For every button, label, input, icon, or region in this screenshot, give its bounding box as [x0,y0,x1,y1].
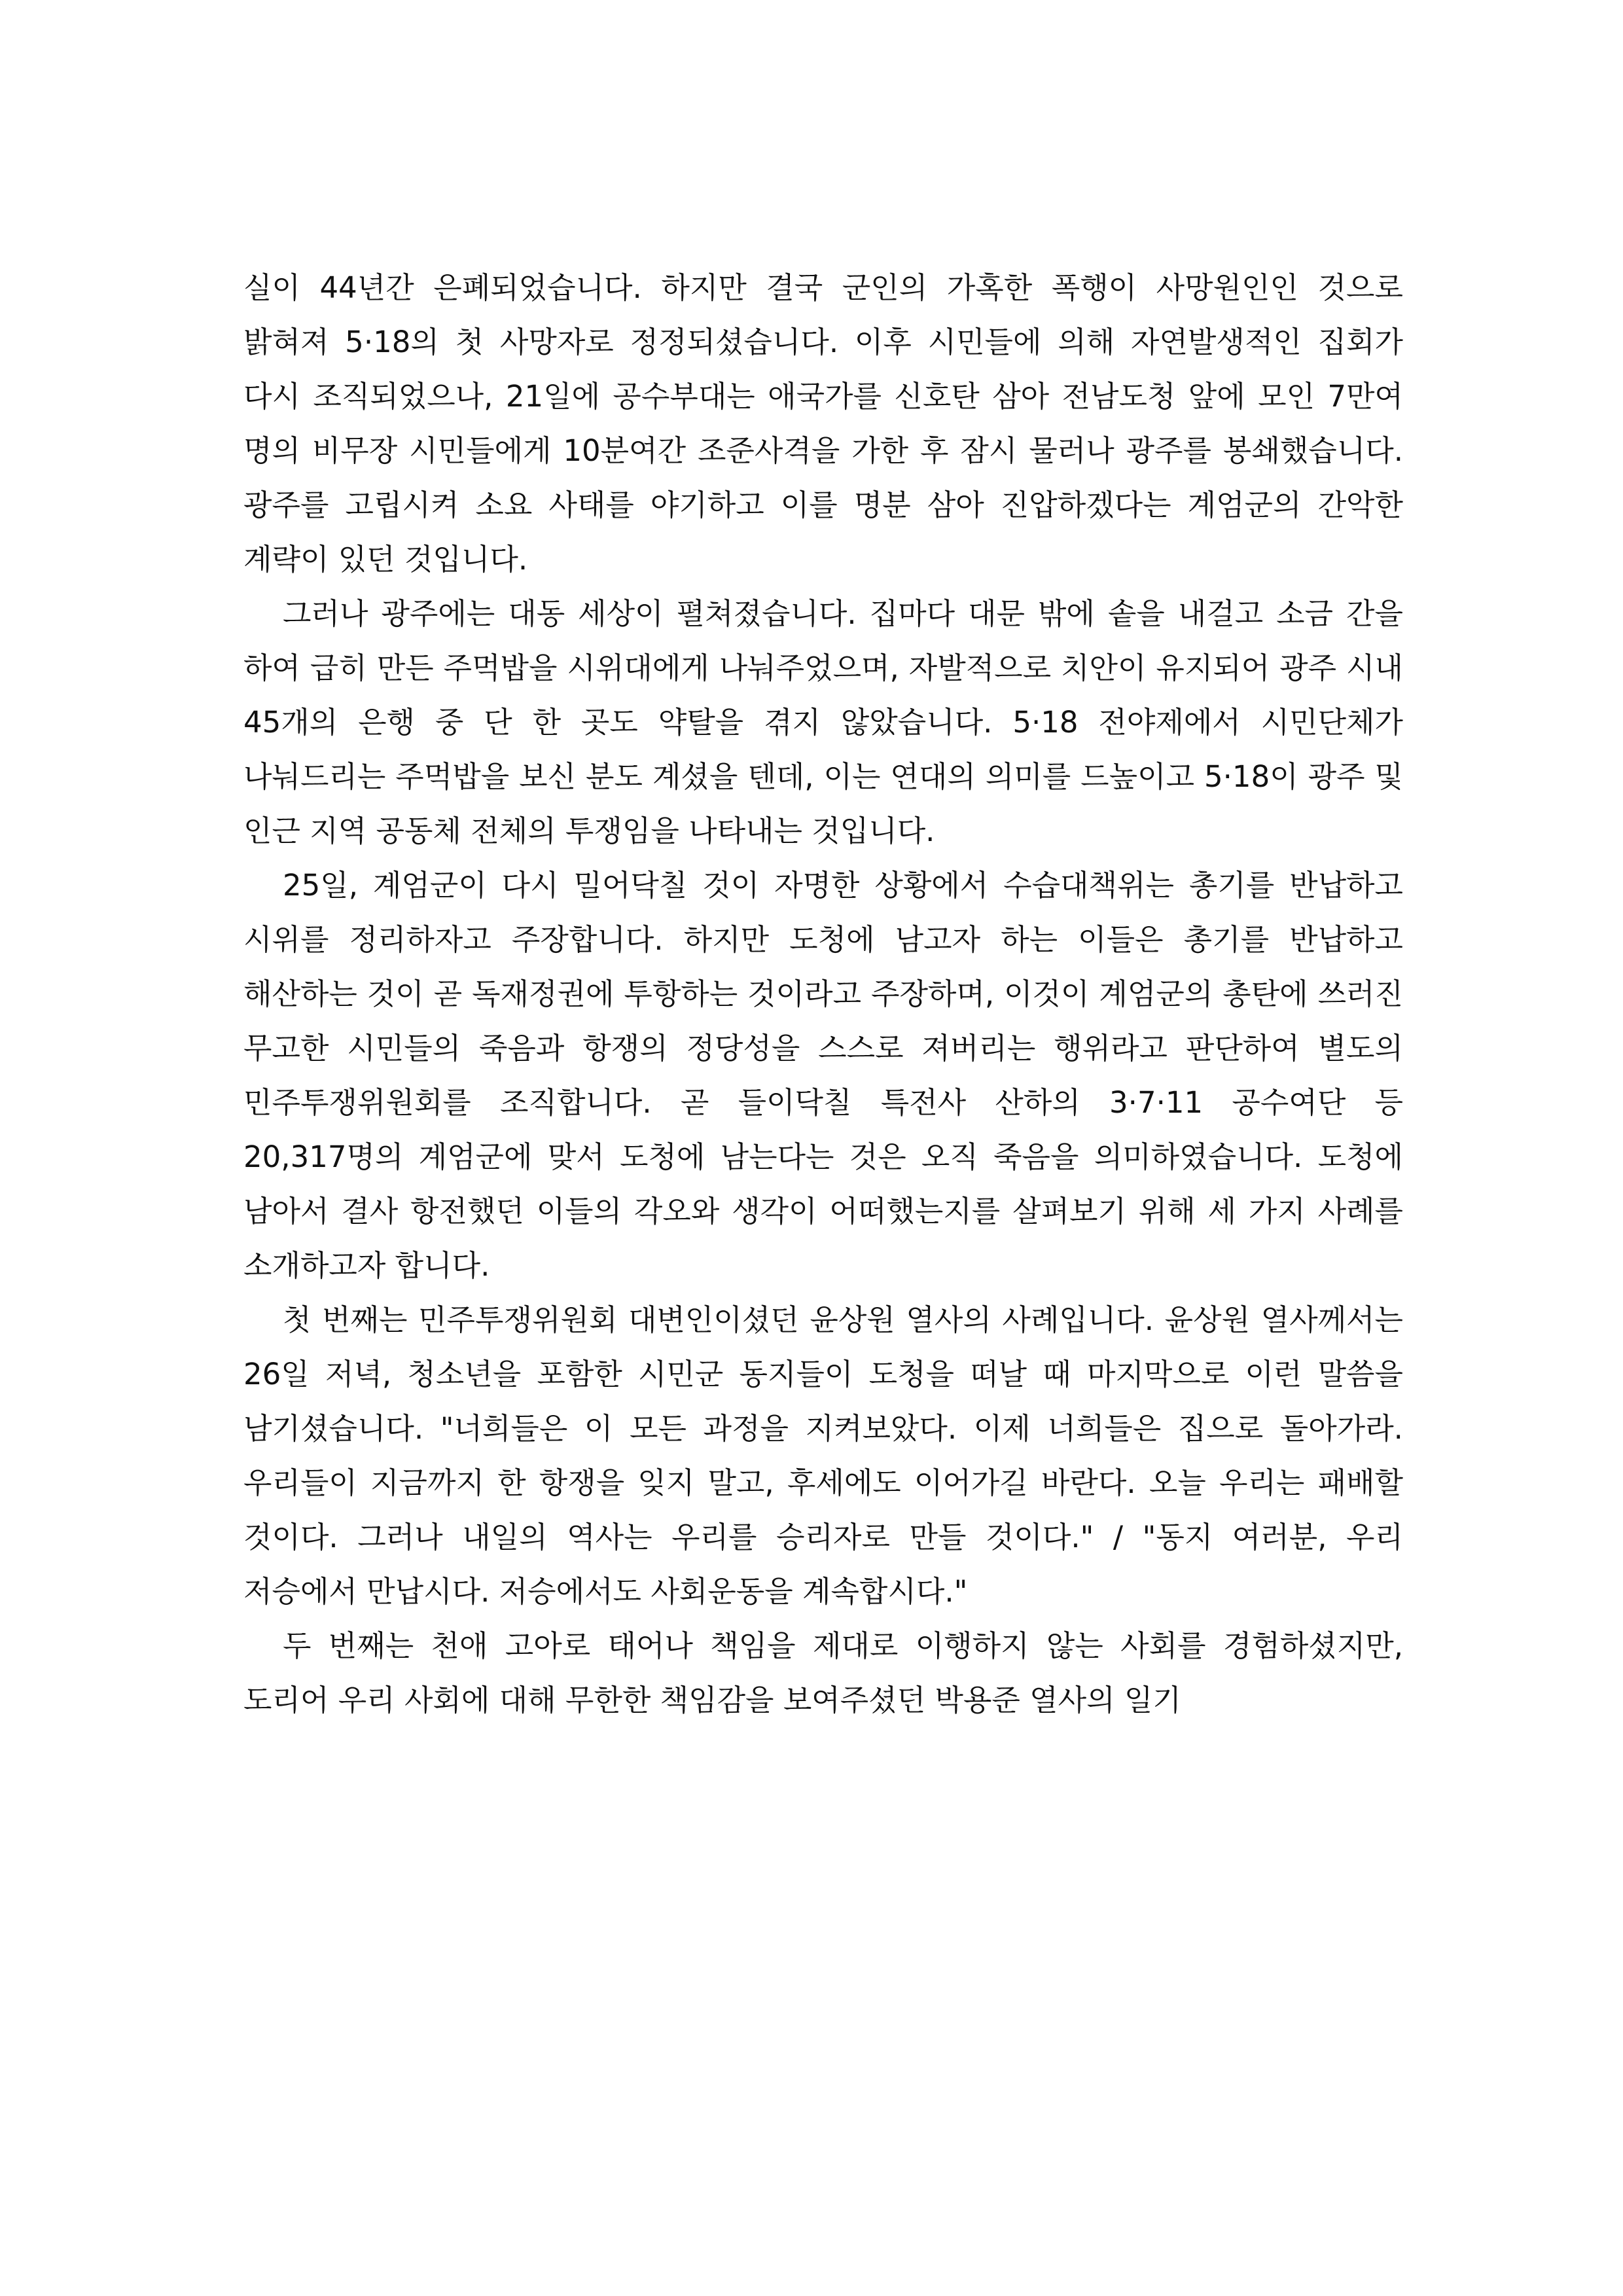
paragraph-1: 실이 44년간 은폐되었습니다. 하지만 결국 군인의 가혹한 폭행이 사망원인인 것으로 밝혀져 5·18의 첫 사망자로 정정되셨습니다. 이후 시민들에 의해 자연발생적인 집회가 다시 조직되었으나, 21일에 공수부대는 애국가를 신호탄 삼아 전남도청 앞에 모인 7만여 명의 비무장 시민들에게 10분여간 조준사격을 가한 후 잠시 물러나 광주를 봉쇄했습니다. 광주를 고립시켜 소요 사태를 야기하고 이를 명분 삼아 진압하겠다는 계엄군의 간악한 계략이 있던 것입니다. [243,270,1403,577]
document-body [243,260,1403,1727]
paragraph-4: 첫 번째는 민주투쟁위원회 대변인이셨던 윤상원 열사의 사례입니다. 윤상원 열사께서는 26일 저녁, 청소년을 포함한 시민군 동지들이 도청을 떠날 때 마지막으로 이런 말씀을 남기셨습니다. "너희들은 이 모든 과정을 지켜보았다. 이제 너희들은 집으로 돌아가라. 우리들이 지금까지 한 항쟁을 잊지 말고, 후세에도 이어가길 바란다. 오늘 우리는 패배할 것이다. 그러나 내일의 역사는 우리를 승리자로 만들 것이다." / "동지 여러분, 우리 저승에서 만납시다. 저승에서도 사회운동을 계속합시다." [243,1302,1403,1609]
paragraph-2: 그러나 광주에는 대동 세상이 펼쳐졌습니다. 집마다 대문 밖에 솥을 내걸고 소금 간을 하여 급히 만든 주먹밥을 시위대에게 나눠주었으며, 자발적으로 치안이 유지되어 광주 시내 45개의 은행 중 단 한 곳도 약탈을 겪지 않았습니다. 5·18 전야제에서 시민단체가 나눠드리는 주먹밥을 보신 분도 계셨을 텐데, 이는 연대의 의미를 드높이고 5·18이 광주 및 인근 지역 공동체 전체의 투쟁임을 나타내는 것입니다. [243,596,1403,848]
paragraph-5: 두 번째는 천애 고아로 태어나 책임을 제대로 이행하지 않는 사회를 경험하셨지만, 도리어 우리 사회에 대해 무한한 책임감을 보여주셨던 박용준 열사의 일기 [243,1628,1403,1717]
paragraph-3: 25일, 계엄군이 다시 밀어닥칠 것이 자명한 상황에서 수습대책위는 총기를 반납하고 시위를 정리하자고 주장합니다. 하지만 도청에 남고자 하는 이들은 총기를 반납하고 해산하는 것이 곧 독재정권에 투항하는 것이라고 주장하며, 이것이 계엄군의 총탄에 쓰러진 무고한 시민들의 죽음과 항쟁의 정당성을 스스로 져버리는 행위라고 판단하여 별도의 민주투쟁위원회를 조직합니다. 곧 들이닥칠 특전사 산하의 3·7·11 공수여단 등 20,317명의 계엄군에 맞서 도청에 남는다는 것은 오직 죽음을 의미하였습니다. 도청에 남아서 결사 항전했던 이들의 각오와 생각이 어떠했는지를 살펴보기 위해 세 가지 사례를 소개하고자 합니다. [243,868,1404,1283]
